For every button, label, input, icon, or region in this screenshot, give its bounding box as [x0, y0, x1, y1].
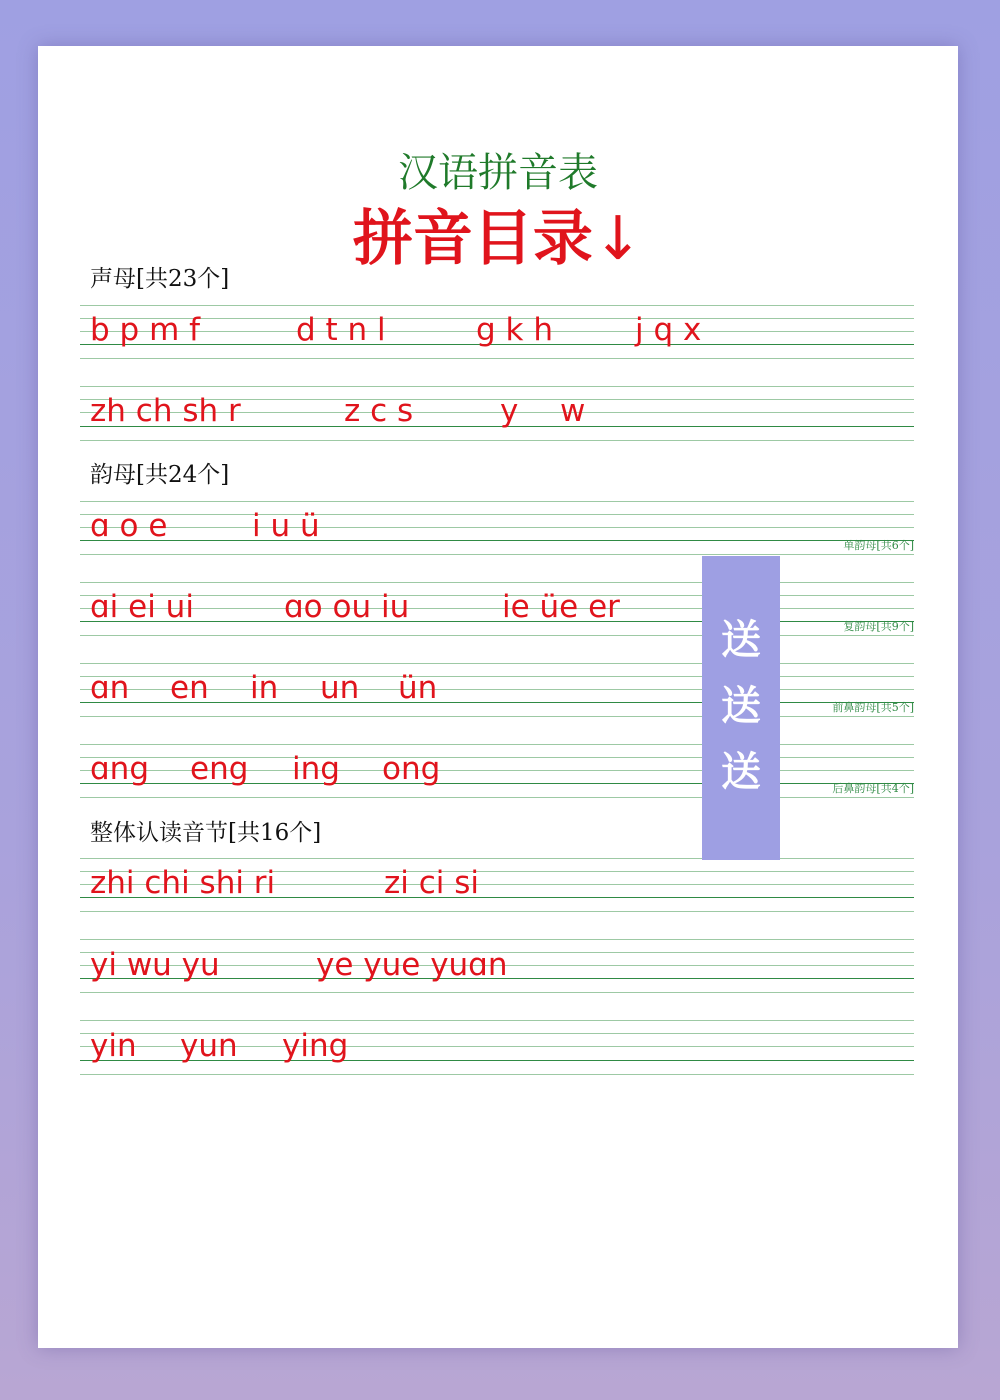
pinyin-group: zhi chi shi ri: [90, 865, 276, 901]
pinyin-group: i u ü: [252, 508, 320, 544]
whole-row-3: [90, 1028, 349, 1208]
ruling-line: [80, 386, 914, 387]
baseline-line: [80, 621, 914, 622]
pinyin-group: ɑi ei ui: [90, 589, 194, 625]
pinyin-group: b p m f: [90, 312, 201, 348]
page-title-text: 拼音目录: [352, 204, 593, 274]
page-subtitle: 汉语拼音表: [398, 150, 598, 196]
down-arrow-icon: ↓: [592, 204, 644, 274]
ruling-line: [80, 440, 914, 441]
pinyin-group: g k h: [476, 312, 553, 348]
ruling-line: [80, 663, 914, 664]
pinyin-group: eng: [190, 751, 249, 787]
ruling-line: [80, 992, 914, 993]
ruling-line: [80, 527, 914, 528]
final-category-tag: 前鼻韵母[共5个]: [832, 701, 914, 714]
pinyin-group: y: [500, 393, 519, 429]
pinyin-group: z c s: [344, 393, 414, 429]
worksheet-page: [38, 46, 958, 1348]
pinyin-group: ying: [282, 1028, 349, 1064]
pinyin-group: d t n l: [296, 312, 386, 348]
whole-syllables-heading: 整体认读音节[共16个]: [90, 820, 322, 846]
pinyin-group: yi wu yu: [90, 947, 220, 983]
bonus-banner: [702, 556, 780, 860]
bonus-char: 送: [721, 683, 761, 729]
initials-heading: 声母[共23个]: [90, 266, 230, 292]
ruling-line: [80, 501, 914, 502]
ruling-line: [80, 911, 914, 912]
pinyin-group: ie üe er: [502, 589, 620, 625]
final-category-tag: 复韵母[共9个]: [843, 620, 914, 633]
ruling-line: [80, 582, 914, 583]
ruling-line: [80, 514, 914, 515]
bonus-char: 送: [721, 617, 761, 663]
pinyin-group: un: [320, 670, 360, 706]
final-category-tag: 后鼻韵母[共4个]: [832, 782, 914, 795]
pinyin-group: zh ch sh r: [90, 393, 241, 429]
pinyin-group: in: [250, 670, 279, 706]
ruling-line: [80, 1020, 914, 1021]
pinyin-group: ing: [292, 751, 340, 787]
pinyin-group: en: [170, 670, 209, 706]
ruling-line: [80, 797, 914, 798]
pinyin-group: ɑ o e: [90, 508, 168, 544]
ruling-line: [80, 595, 914, 596]
pinyin-group: w: [560, 393, 586, 429]
ruling-line: [80, 554, 914, 555]
pinyin-group: zi ci si: [384, 865, 480, 901]
ruling-line: [80, 716, 914, 717]
ruling-line: [80, 305, 914, 306]
ruling-line: [80, 608, 914, 609]
ruling-line: [80, 358, 914, 359]
ruling-line: [80, 744, 914, 745]
ruling-line: [80, 1074, 914, 1075]
bonus-char: 送: [721, 749, 761, 795]
pinyin-group: ɑn: [90, 670, 130, 706]
ruling-line: [80, 939, 914, 940]
ruling-line: [80, 858, 914, 859]
ruling-line: [80, 635, 914, 636]
pinyin-group: yun: [180, 1028, 238, 1064]
finals-heading: 韵母[共24个]: [90, 462, 230, 488]
pinyin-group: ün: [398, 670, 438, 706]
baseline-line: [80, 540, 914, 541]
final-category-tag: 单韵母[共6个]: [843, 539, 914, 552]
pinyin-group: ɑng: [90, 751, 150, 787]
pinyin-group: ye yue yuɑn: [316, 947, 508, 983]
pinyin-group: j q x: [635, 312, 702, 348]
pinyin-group: yin: [90, 1028, 137, 1064]
pinyin-group: ɑo ou iu: [284, 589, 410, 625]
pinyin-group: ong: [382, 751, 441, 787]
